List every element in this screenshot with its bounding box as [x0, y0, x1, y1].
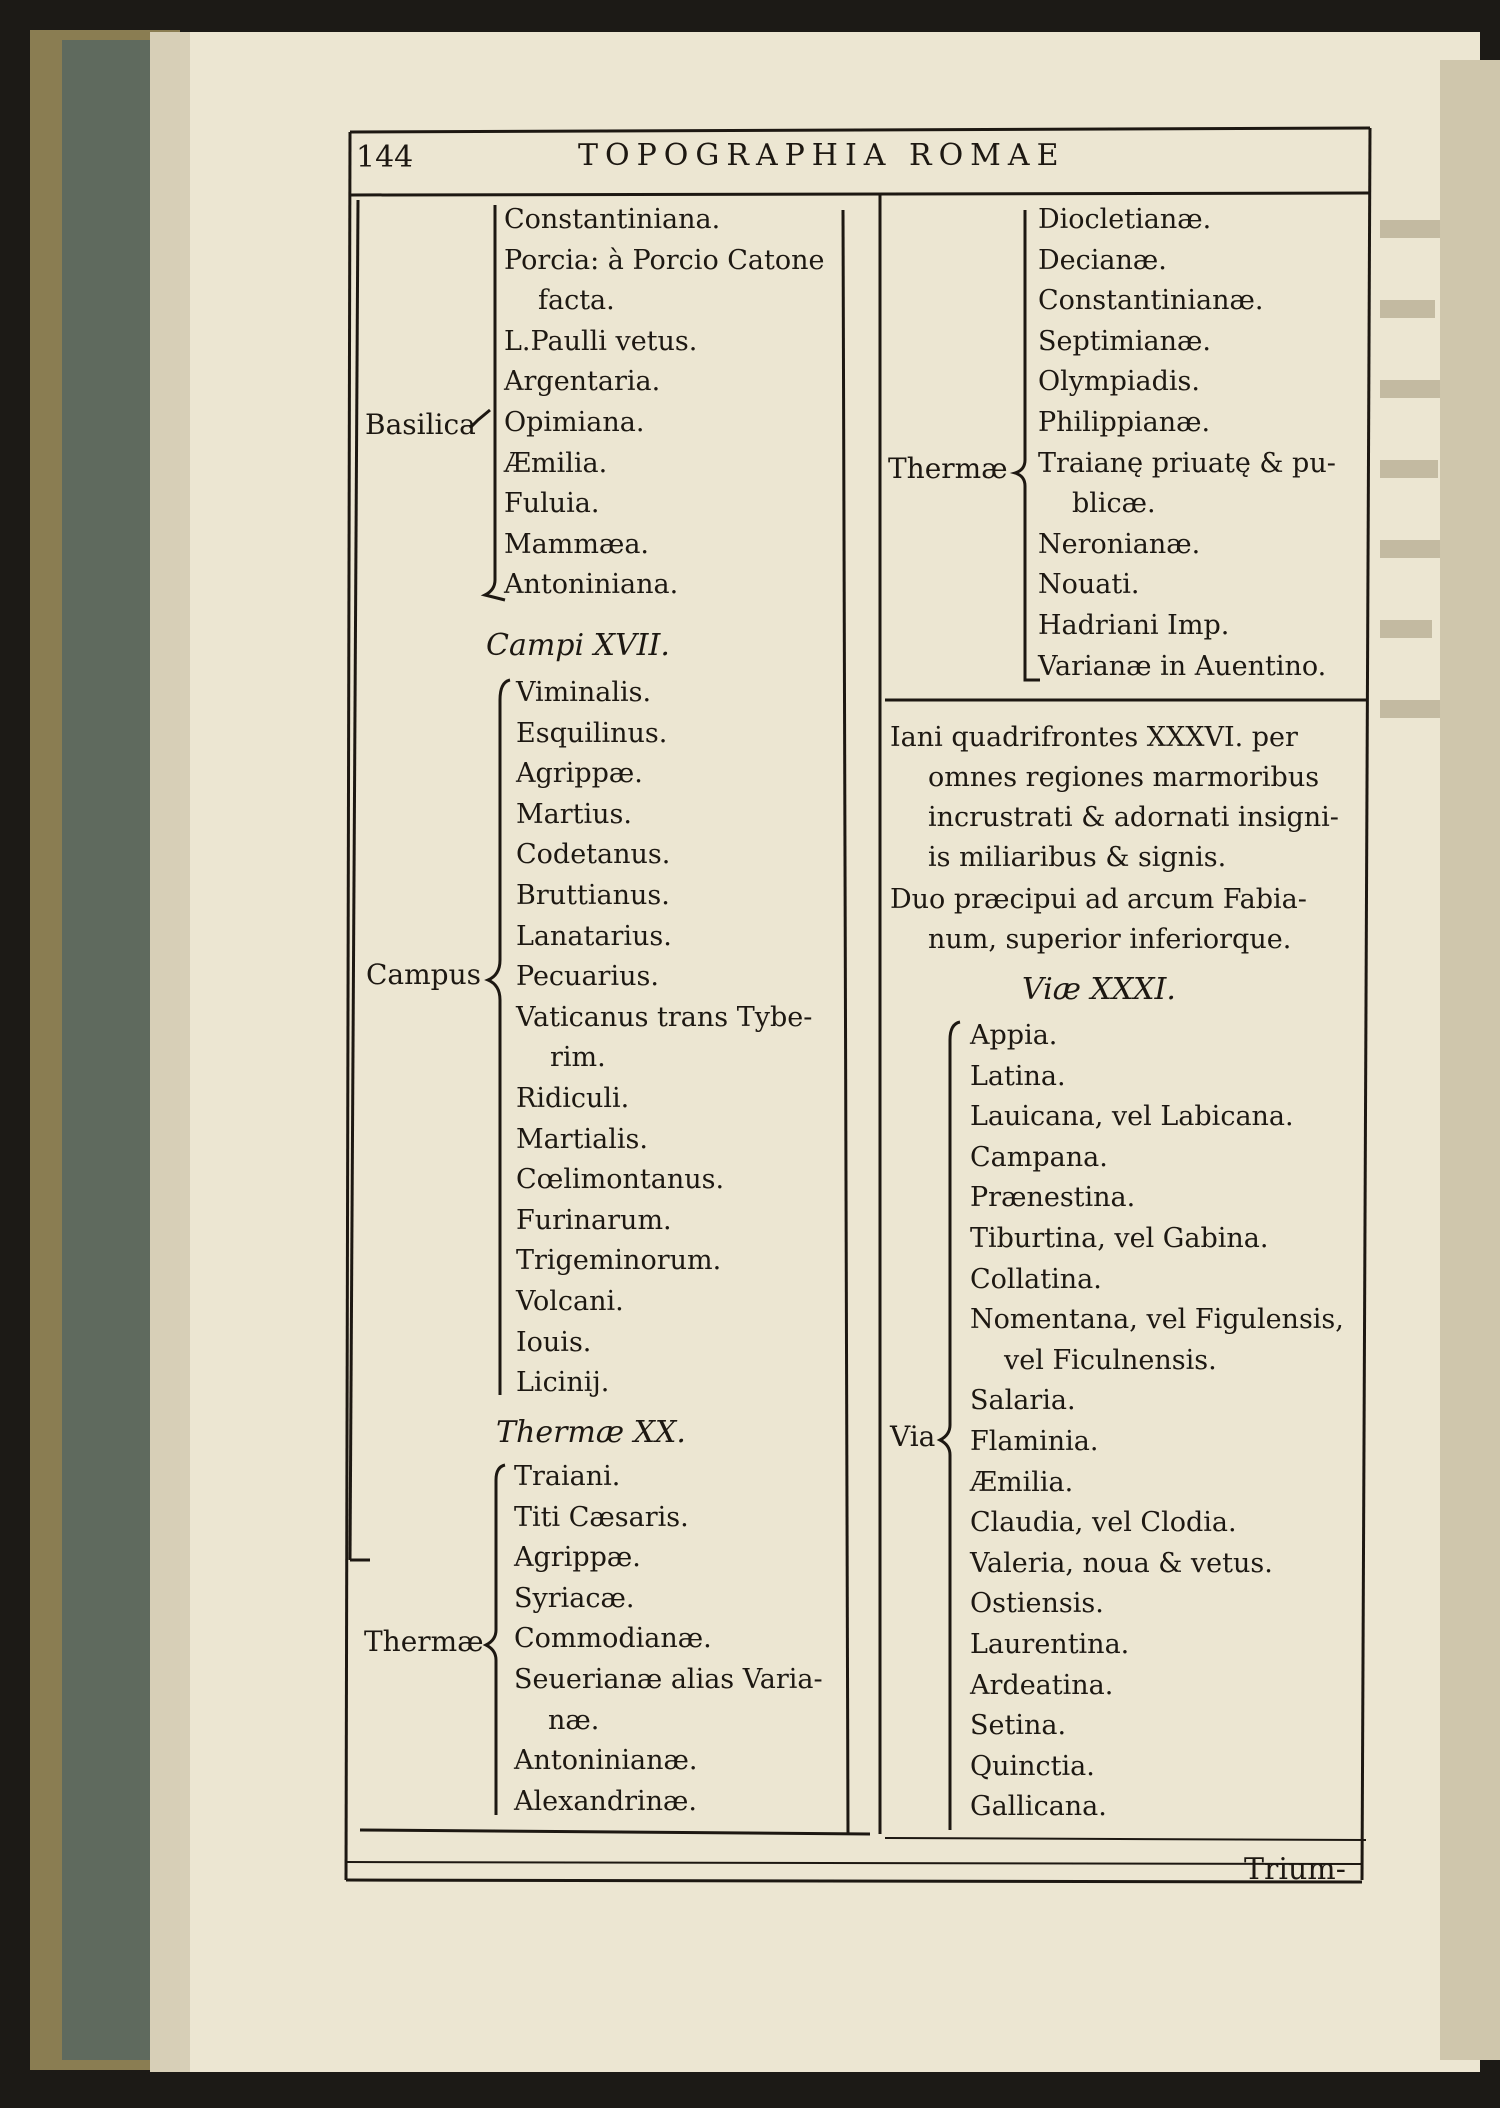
- list-item: Fuluia.: [504, 488, 600, 520]
- list-item: Æmilia.: [970, 1466, 1074, 1498]
- thermae-right-list: [1038, 200, 1336, 687]
- list-item: Codetanus.: [516, 839, 671, 871]
- running-title: TOPOGRAPHIA ROMAE: [578, 138, 1066, 173]
- list-item: Iouis.: [516, 1326, 592, 1358]
- list-item: Collatina.: [970, 1263, 1102, 1295]
- list-item: Volcani.: [516, 1285, 624, 1317]
- list-item: Opimiana.: [504, 406, 645, 438]
- list-item: Laurentina.: [970, 1628, 1130, 1660]
- list-item: Titi Cæsaris.: [514, 1501, 689, 1533]
- list-item: Appia.: [970, 1020, 1058, 1051]
- list-item: Olympiadis.: [1038, 366, 1200, 398]
- list-item: Campana.: [970, 1141, 1108, 1173]
- list-item: Septimianæ.: [1038, 325, 1211, 357]
- list-item: Diocletianæ.: [1038, 204, 1212, 235]
- iani-line: Iani quadrifrontes XXXVI. per: [890, 722, 1298, 753]
- list-item: blicæ.: [1072, 488, 1156, 520]
- list-item: Tiburtina, vel Gabina.: [970, 1222, 1269, 1254]
- list-item: Lauicana, vel Labicana.: [970, 1101, 1294, 1133]
- list-item: Claudia, vel Clodia.: [970, 1507, 1237, 1539]
- list-item: Setina.: [970, 1710, 1067, 1742]
- list-item: Porcia: à Porcio Catone: [504, 244, 825, 276]
- list-item: Lanatarius.: [516, 920, 672, 952]
- catchword: Trium-: [1244, 1852, 1346, 1887]
- list-item: Mammæa.: [504, 528, 650, 560]
- list-item: Bruttianus.: [516, 879, 670, 911]
- list-item: rim.: [550, 1042, 606, 1074]
- viae-list: [970, 1016, 1344, 1828]
- iani-line: Duo præcipui ad arcum Fabia-: [890, 884, 1307, 915]
- page-number: 144: [356, 140, 414, 175]
- list-item: Nomentana, vel Figulensis,: [970, 1304, 1344, 1336]
- iani-line: omnes regiones marmoribus: [928, 762, 1320, 793]
- list-item: Agrippæ.: [514, 1542, 641, 1574]
- viae-heading: Viæ XXXI.: [1022, 972, 1176, 1007]
- iani-line: incrustrati & adornati insigni-: [928, 802, 1339, 833]
- list-item: Furinarum.: [516, 1204, 672, 1236]
- list-item: Hadriani Imp.: [1038, 609, 1230, 641]
- list-item: Constantinianæ.: [1038, 285, 1264, 317]
- list-item: Esquilinus.: [516, 717, 668, 749]
- list-item: Argentaria.: [504, 366, 661, 398]
- list-item: Ridiculi.: [516, 1082, 630, 1114]
- list-item: Ostiensis.: [970, 1588, 1104, 1620]
- list-item: Flaminia.: [970, 1425, 1099, 1457]
- list-item: Constantiniana.: [504, 204, 721, 235]
- list-item: Antoniniana.: [504, 569, 679, 601]
- list-item: Agrippæ.: [516, 758, 643, 790]
- iani-line: num, superior inferiorque.: [928, 924, 1292, 955]
- list-item: Valeria, noua & vetus.: [970, 1547, 1273, 1579]
- list-item: Traiani.: [514, 1461, 621, 1492]
- list-item: Licinij.: [516, 1367, 610, 1399]
- list-item: Martialis.: [516, 1123, 648, 1155]
- list-item: Commodianæ.: [514, 1623, 712, 1655]
- list-item: Syriacæ.: [514, 1582, 635, 1614]
- list-item: Martius.: [516, 798, 632, 830]
- list-item: Quinctia.: [970, 1750, 1095, 1782]
- list-item: vel Ficulnensis.: [1004, 1344, 1217, 1376]
- list-item: Salaria.: [970, 1385, 1076, 1417]
- basilica-label: Basilica: [365, 408, 476, 441]
- list-item: Viminalis.: [516, 677, 652, 708]
- list-item: Prænestina.: [970, 1182, 1136, 1214]
- list-item: Traianę priuatę & pu-: [1038, 447, 1336, 479]
- iani-line: is miliaribus & signis.: [928, 842, 1227, 873]
- basilica-list: [504, 200, 825, 606]
- campi-heading: Campi XVII.: [486, 628, 670, 663]
- list-item: Nouati.: [1038, 569, 1140, 601]
- list-item: Varianæ in Auentino.: [1038, 650, 1327, 682]
- list-item: Neronianæ.: [1038, 528, 1201, 560]
- list-item: Æmilia.: [504, 447, 608, 479]
- list-item: Latina.: [970, 1060, 1066, 1092]
- list-item: Antoninianæ.: [514, 1745, 698, 1777]
- via-label: Via: [890, 1420, 936, 1453]
- list-item: Seuerianæ alias Varia-: [514, 1663, 823, 1695]
- campi-list: [516, 673, 812, 1404]
- list-item: Vaticanus trans Tybe-: [516, 1001, 813, 1033]
- list-item: facta.: [538, 285, 615, 317]
- list-item: Cœlimontanus.: [516, 1164, 725, 1196]
- thermae-heading: Thermæ XX.: [496, 1415, 686, 1450]
- list-item: Philippianæ.: [1038, 406, 1211, 438]
- campus-label: Campus: [366, 958, 481, 991]
- list-item: Pecuarius.: [516, 961, 659, 993]
- list-item: Trigeminorum.: [516, 1245, 722, 1277]
- list-item: næ.: [548, 1704, 600, 1736]
- thermae-left-list: [514, 1457, 823, 1822]
- list-item: Gallicana.: [970, 1791, 1107, 1823]
- list-item: Decianæ.: [1038, 244, 1167, 276]
- list-item: Ardeatina.: [970, 1669, 1114, 1701]
- list-item: Alexandrinæ.: [514, 1785, 698, 1817]
- thermae-left-label: Thermæ: [364, 1625, 484, 1658]
- thermae-right-label: Thermæ: [888, 452, 1008, 485]
- list-item: L.Paulli vetus.: [504, 325, 698, 357]
